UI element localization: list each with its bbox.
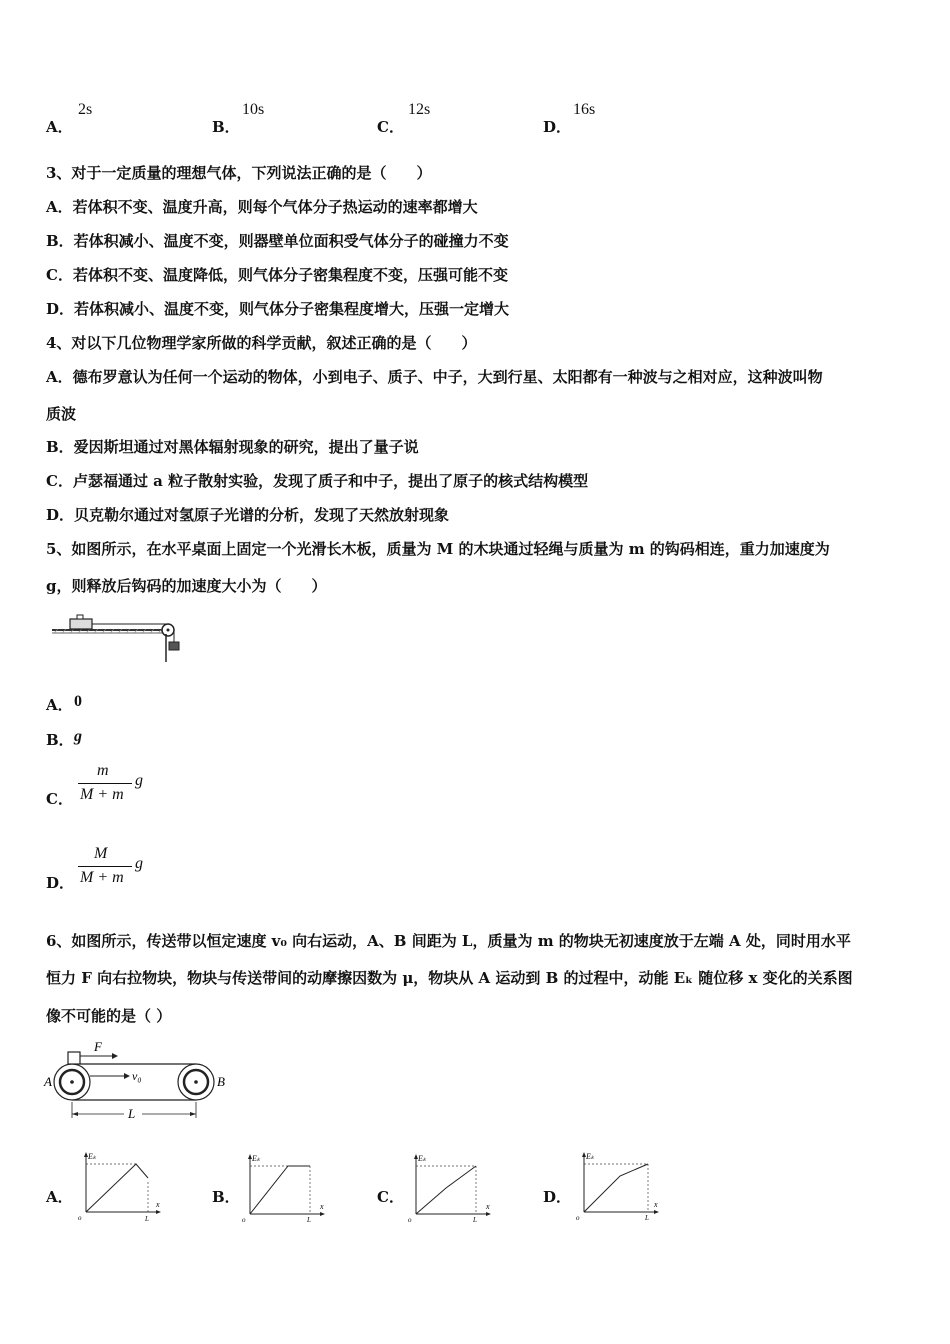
end-label: L <box>645 1214 649 1222</box>
q5-table-figure <box>50 612 190 668</box>
x-axis-label: x <box>486 1202 490 1211</box>
q5-option-a-value: 0 <box>74 693 82 710</box>
q6-option-b-label: B． <box>212 1188 240 1206</box>
y-axis-label: Eₖ <box>586 1152 595 1161</box>
q5-stem-line2: g，则释放后钩码的加速度大小为（ ） <box>46 577 327 595</box>
q6-stem-line3: 像不可能的是（ ） <box>46 1007 172 1025</box>
q3-option-a: A．若体积不变、温度升高，则每个气体分子热运动的速率都增大 <box>46 198 478 216</box>
q6-option-a-label: A． <box>46 1188 73 1206</box>
q4-option-b: B．爱因斯坦通过对黑体辐射现象的研究，提出了量子说 <box>46 438 419 456</box>
q4-option-a: A．德布罗意认为任何一个运动的物体，小到电子、质子、中子，大到行星、太阳都有一种波与之相对应，这种波叫物 <box>46 368 823 386</box>
y-axis-label: Eₖ <box>252 1154 261 1163</box>
q5-option-d-denominator: M + m <box>80 869 124 886</box>
q2-option-d-label: D． <box>543 118 572 136</box>
fraction-bar <box>78 866 132 867</box>
q6-stem-line2: 恒力 F 向右拉物块，物块与传送带间的动摩擦因数为 μ，物块从 A 运动到 B 的过程中，动能 Eₖ 随位移 x 变化的关系图 <box>46 969 853 987</box>
origin-label: o <box>408 1216 412 1224</box>
q2-option-b-label: B． <box>212 118 240 136</box>
q5-option-c-denominator: M + m <box>80 786 124 803</box>
q3-option-c: C．若体积不变、温度降低，则气体分子密集程度不变，压强可能不变 <box>46 266 508 284</box>
q2-option-d-value: 16s <box>573 101 596 118</box>
q4-option-d: D．贝克勒尔通过对氢原子光谱的分析，发现了天然放射现象 <box>46 506 450 524</box>
x-axis-label: x <box>320 1202 324 1211</box>
origin-label: o <box>576 1214 580 1222</box>
q5-option-c-numerator: m <box>97 762 109 779</box>
q6-stem-line1: 6、如图所示，传送带以恒定速度 v₀ 向右运动，A、B 间距为 L，质量为 m 的物块无初速度放于左端 A 处，同时用水平 <box>46 932 851 950</box>
q5-option-d-label: D． <box>46 874 75 892</box>
point-a-label: A <box>44 1074 52 1089</box>
q5-option-b-value: g <box>74 728 82 745</box>
q3-stem: 3、对于一定质量的理想气体，下列说法正确的是（ ） <box>46 164 432 182</box>
q4-stem: 4、对以下几位物理学家所做的科学贡献，叙述正确的是（ ） <box>46 334 477 352</box>
q2-option-c-value: 12s <box>408 101 431 118</box>
force-label: F <box>94 1039 102 1054</box>
q3-option-d: D．若体积减小、温度不变，则气体分子密集程度增大，压强一定增大 <box>46 300 510 318</box>
q5-option-b-label: B． <box>46 731 74 749</box>
q2-option-c-label: C． <box>377 118 404 136</box>
end-label: L <box>473 1216 477 1224</box>
q6-graph-c <box>406 1150 496 1222</box>
q2-option-a-label: A． <box>46 118 73 136</box>
point-b-label: B <box>217 1074 225 1089</box>
end-label: L <box>307 1216 311 1224</box>
q5-option-c-label: C． <box>46 790 73 808</box>
q6-graph-a <box>76 1150 166 1222</box>
q6-option-d-label: D． <box>543 1188 572 1206</box>
end-label: L <box>145 1215 149 1223</box>
q5-option-d-fraction <box>78 845 158 895</box>
origin-label: o <box>78 1214 82 1222</box>
q6-option-c-label: C． <box>377 1188 404 1206</box>
x-axis-label: x <box>654 1200 658 1209</box>
x-axis-label: x <box>156 1200 160 1209</box>
q5-stem-line1: 5、如图所示，在水平桌面上固定一个光滑长木板，质量为 M 的木块通过轻绳与质量为 m 的钩码相连，重力加速度为 <box>46 540 830 558</box>
length-label: L <box>128 1106 136 1121</box>
q6-conveyor-figure <box>44 1038 234 1124</box>
fraction-bar <box>78 783 132 784</box>
q5-option-d-multiplier: g <box>135 855 143 872</box>
q5-option-d-numerator: M <box>94 845 108 862</box>
q5-option-c-fraction <box>78 762 158 812</box>
y-axis-label: Eₖ <box>418 1154 427 1163</box>
q6-graph-d <box>574 1150 664 1222</box>
q4-option-c: C．卢瑟福通过 a 粒子散射实验，发现了质子和中子，提出了原子的核式结构模型 <box>46 472 589 490</box>
q2-option-a-value: 2s <box>78 101 93 118</box>
q2-option-b-value: 10s <box>242 101 265 118</box>
y-axis-label: Eₖ <box>88 1152 97 1161</box>
origin-label: o <box>242 1216 246 1224</box>
q5-option-a-label: A． <box>46 696 73 714</box>
q6-graph-b <box>240 1150 330 1222</box>
q3-option-b: B．若体积减小、温度不变，则器壁单位面积受气体分子的碰撞力不变 <box>46 232 509 250</box>
q5-option-c-multiplier: g <box>135 772 143 789</box>
q4-option-a-cont: 质波 <box>46 405 77 423</box>
velocity-label: v₀ <box>132 1069 142 1083</box>
